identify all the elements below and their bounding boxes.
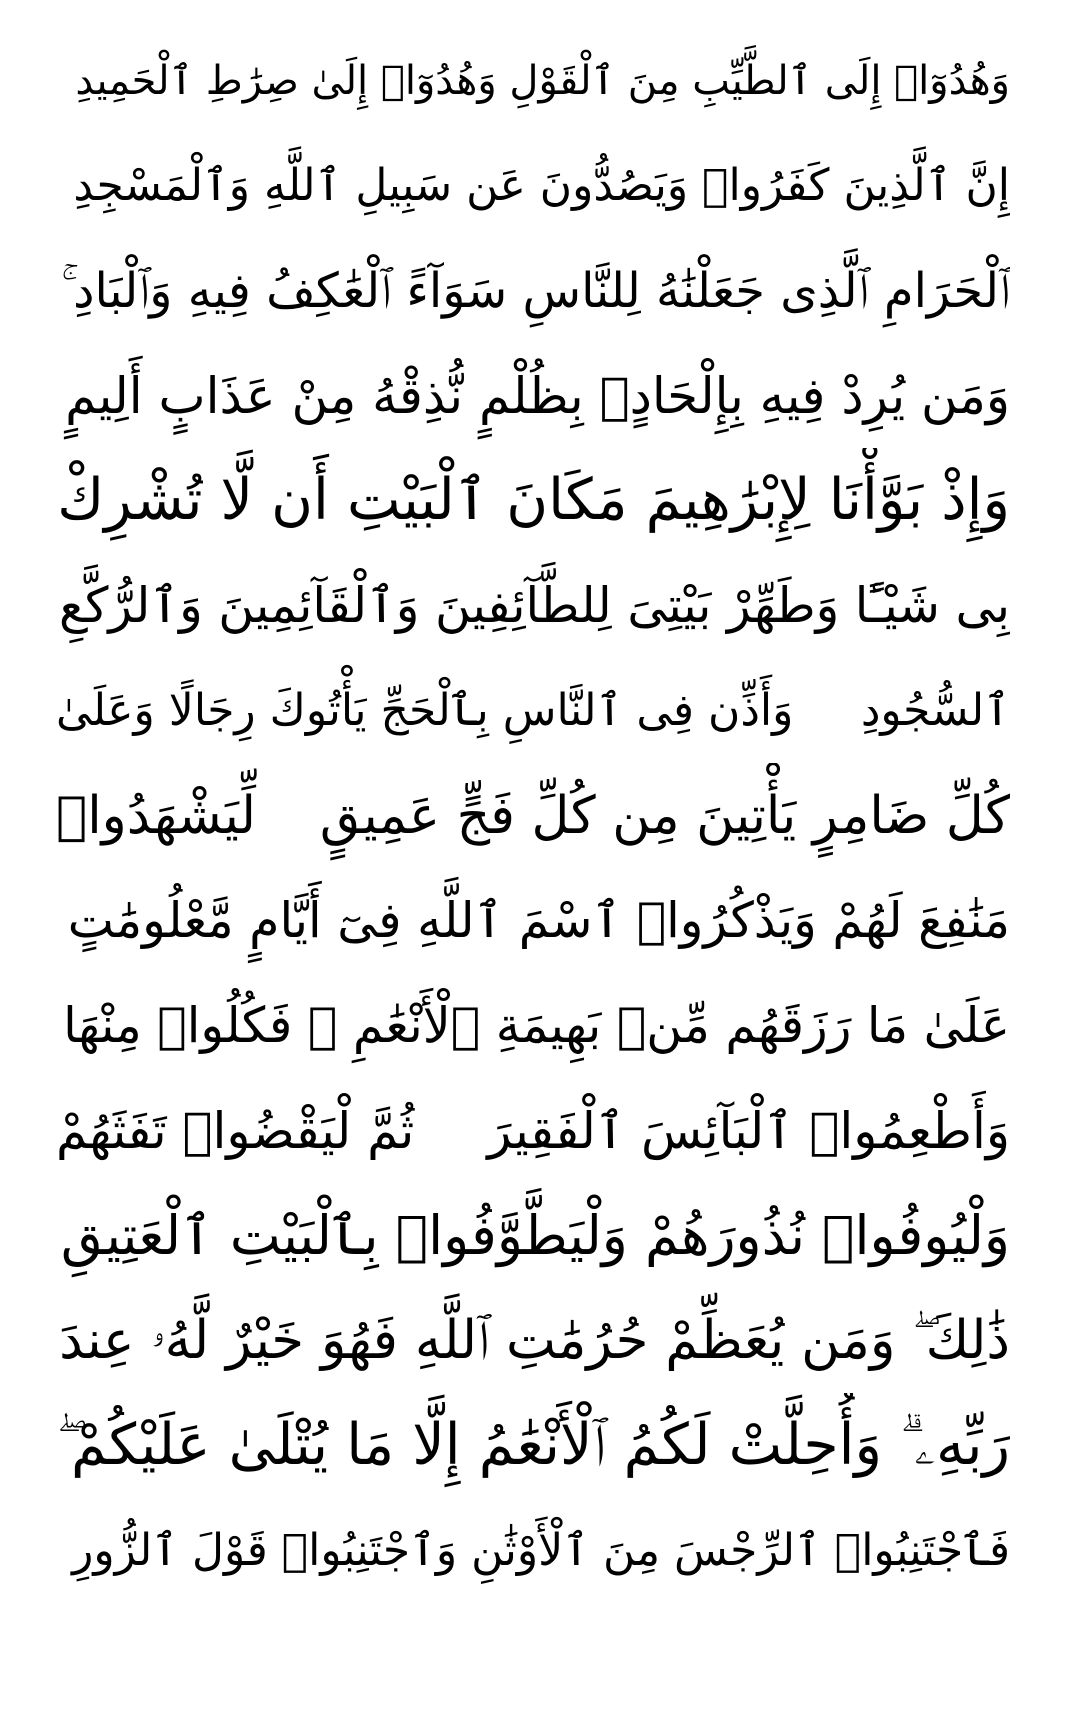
verse-text: وَمَن يُرِدْ فِيهِ بِإِلْحَادٍۭ بِظُلْمٍ نُّذِقْهُ مِنْ عَذَابٍ أَلِيمٍ	[65, 366, 1010, 425]
verse-line	[56, 1393, 1010, 1498]
verse-text: كُلِّ ضَامِرٍ يَأْتِينَ مِن كُلِّ فَجٍّ عَمِيقٍ	[319, 785, 1010, 846]
verse-text: ٱلْحَرَامِ ٱلَّذِى جَعَلْنَٰهُ لِلنَّاسِ سَوَآءً ٱلْعَٰكِفُ فِيهِ وَٱلْبَادِ ۚ	[61, 262, 1010, 319]
verse-line	[56, 238, 1010, 343]
verse-line	[56, 553, 1010, 658]
verse-line	[56, 1288, 1010, 1393]
verse-line	[56, 343, 1010, 448]
verse-line	[56, 973, 1010, 1078]
verse-line	[56, 868, 1010, 973]
verse-text: لِّيَشْهَدُوا۟	[56, 785, 256, 846]
verse-text: رَبِّهِۦ ۗ وَأُحِلَّتْ لَكُمُ ٱلْأَنْعَٰمُ إِلَّا مَا يُتْلَىٰ عَلَيْكُمْ ۖ	[56, 1412, 1010, 1478]
verse-text: ثُمَّ لْيَقْضُوا۟ تَفَثَهُمْ	[56, 1101, 415, 1160]
verse-text: وَلْيُوفُوا۟ نُذُورَهُمْ وَلْيَطَّوَّفُوا۟ بِٱلْبَيْتِ ٱلْعَتِيقِ	[60, 1203, 1010, 1267]
verse-line	[56, 1498, 1010, 1603]
verse-line	[56, 28, 1010, 133]
verse-line	[56, 1078, 1010, 1183]
verse-text: وَأَذِّن فِى ٱلنَّاسِ بِٱلْحَجِّ يَأْتُوكَ رِجَالًا وَعَلَىٰ	[56, 684, 794, 736]
verse-line	[56, 763, 1010, 868]
verse-line	[56, 448, 1010, 553]
verse-text: عَلَىٰ مَا رَزَقَهُم مِّنۢ بَهِيمَةِ ٱلْأَنْعَٰمِ ۖ فَكُلُوا۟ مِنْهَا	[63, 997, 1010, 1054]
verse-line	[56, 133, 1010, 238]
verse-text: وَهُدُوٓا۟ إِلَى ٱلطَّيِّبِ مِنَ ٱلْقَوْلِ وَهُدُوٓا۟ إِلَىٰ صِرَٰطِ ٱلْحَمِيدِ	[75, 57, 1010, 104]
verse-text: فَٱجْتَنِبُوا۟ ٱلرِّجْسَ مِنَ ٱلْأَوْثَٰنِ وَٱجْتَنِبُوا۟ قَوْلَ ٱلزُّورِ	[72, 1524, 1010, 1576]
verse-text: مَنَٰفِعَ لَهُمْ وَيَذْكُرُوا۟ ٱسْمَ ٱللَّهِ فِىٓ أَيَّامٍ مَّعْلُومَٰتٍ	[67, 892, 1010, 949]
verse-text: ذَٰلِكَ ۖ وَمَن يُعَظِّمْ حُرُمَٰتِ ٱللَّهِ فَهُوَ خَيْرٌ لَّهُۥ عِندَ	[59, 1310, 1010, 1371]
verse-line	[56, 1183, 1010, 1288]
verse-line	[56, 658, 1010, 763]
verse-text: وَأَطْعِمُوا۟ ٱلْبَآئِسَ ٱلْفَقِيرَ	[487, 1101, 1010, 1160]
verse-text: ٱلسُّجُودِ	[860, 684, 1010, 736]
verse-text: وَإِذْ بَوَّأْنَا لِإِبْرَٰهِيمَ مَكَانَ ٱلْبَيْتِ أَن لَّا تُشْرِكْ	[57, 467, 1010, 533]
verse-text: إِنَّ ٱلَّذِينَ كَفَرُوا۟ وَيَصُدُّونَ عَن سَبِيلِ ٱللَّهِ وَٱلْمَسْجِدِ	[73, 159, 1010, 211]
verse-text: بِى شَيْـًٔا وَطَهِّرْ بَيْتِىَ لِلطَّآئِفِينَ وَٱلْقَآئِمِينَ وَٱلرُّكَّعِ	[58, 577, 1010, 634]
